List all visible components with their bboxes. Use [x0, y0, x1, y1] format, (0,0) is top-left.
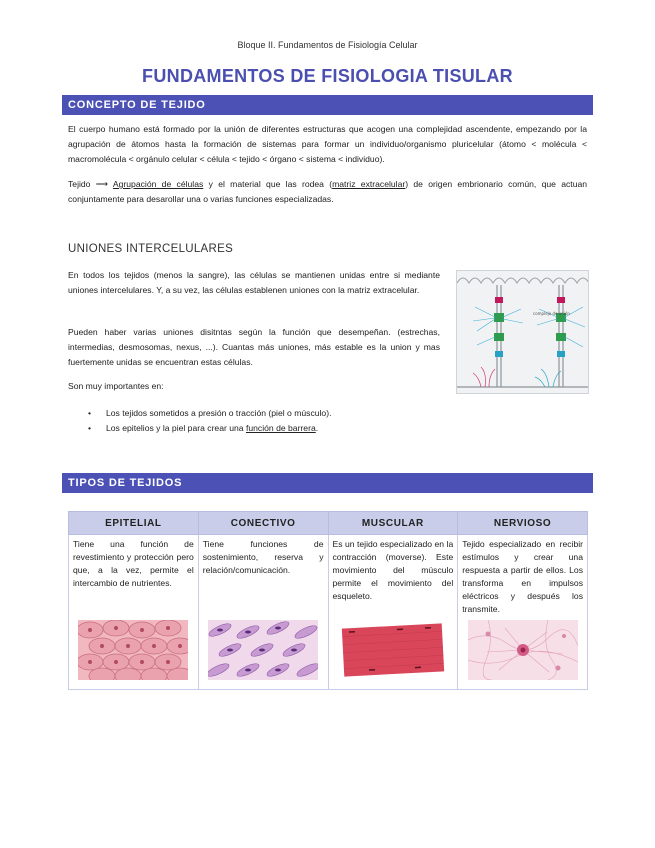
nervioso-cell: [458, 535, 588, 690]
uniones-paragraph-1: En todos los tejidos (menos la sangre), las células se mantienen unidas entre si mediante uniones intercelulares. Y, a su vez, las células establenen uniones con la matriz extracelular.: [68, 270, 440, 295]
section-heading-tipos: TIPOS DE TEJIDOS: [62, 473, 593, 493]
muscular-description: Es un tejido especializado en la contracción (moverse). Este movimiento del músculo permite el movimiento del esqueleto.: [332, 539, 454, 601]
section-heading-concepto: CONCEPTO DE TEJIDO: [62, 95, 593, 115]
agrupacion-celulas-term: Agrupación de células: [112, 179, 204, 189]
definition-end: ) de origen embrionario común, que actuan conjuntamente para desarollar una o varias funciones especializadas.: [68, 179, 588, 204]
column-header-conectivo: CONECTIVO: [198, 512, 328, 535]
nerve-tissue-image: [468, 620, 578, 680]
junction-image-label: complejo de unión: [533, 311, 570, 316]
concepto-paragraph-1: El cuerpo humano está formado por la unión de diferentes estructuras que acogen una complejidad ascendente, empezando por la agrupación de átomos hasta la formación de sistemas para formar un individuo/organismo pluricelular (átomo < molécula < macromolécula < orgánulo celular < célula < tejido < órgano < sistema < individuo).: [68, 124, 587, 164]
tissue-types-table: [68, 511, 588, 690]
uniones-paragraph-2: Pueden haber varias uniones disitntas según la función que desempeñan. (estrechas, intermedias, desmosomas, nexus, ...). Cuantas más uniones, más estable es la union y mas fuertemente unidas se encuentran estas células.: [68, 327, 440, 367]
bullet-text: Los epitelios y la piel para crear una: [106, 423, 246, 433]
column-header-epitelial: EPITELIAL: [69, 512, 199, 535]
column-header-nervioso: NERVIOSO: [458, 512, 588, 535]
bullet-text: Los tejidos sometidos a presión o tracción (piel o músculo).: [106, 408, 332, 418]
concepto-paragraph-2: [68, 177, 587, 207]
page-title: FUNDAMENTOS DE FISIOLOGIA TISULAR: [142, 66, 513, 86]
cell-junction-illustration: [456, 270, 589, 394]
epithelial-tissue-image: [78, 620, 188, 680]
definition-middle: y el material que las rodea (: [203, 179, 333, 189]
uniones-paragraph-3: Son muy importantes en:: [68, 381, 164, 391]
conectivo-description: Tiene funciones de sostenimiento, reserva y relación/comunicación.: [202, 539, 324, 575]
uniones-bullet-list: [88, 406, 331, 436]
conectivo-cell: [198, 535, 328, 690]
nervioso-description: Tejido especializado en recibir estímulos y crear una respuesta a partir de ellos. Los transforma en impulsos eléctricos y después los transmite.: [462, 539, 583, 614]
connective-tissue-image: [208, 620, 318, 680]
subheading-uniones: UNIONES INTERCELULARES: [68, 243, 234, 255]
list-item: [88, 406, 331, 421]
matriz-extracelular-term: matriz extracelular: [332, 179, 406, 189]
epitelial-cell: [69, 535, 199, 690]
epitelial-description: Tiene una función de revestimiento y protección pero que, a la vez, permite el intercambio de nutrientes.: [73, 539, 194, 588]
muscular-cell: [328, 535, 458, 690]
tejido-definition-lead: Tejido ⟶: [68, 179, 113, 189]
funcion-barrera-term: función de barrera: [245, 423, 316, 433]
running-header: Bloque II. Fundamentos de Fisiología Celular: [237, 40, 418, 50]
table-header-row: [69, 512, 588, 535]
table-row: [69, 535, 588, 690]
column-header-muscular: MUSCULAR: [328, 512, 458, 535]
list-item: [88, 421, 331, 436]
bullet-end: .: [315, 423, 319, 433]
muscle-tissue-image: [338, 620, 448, 680]
